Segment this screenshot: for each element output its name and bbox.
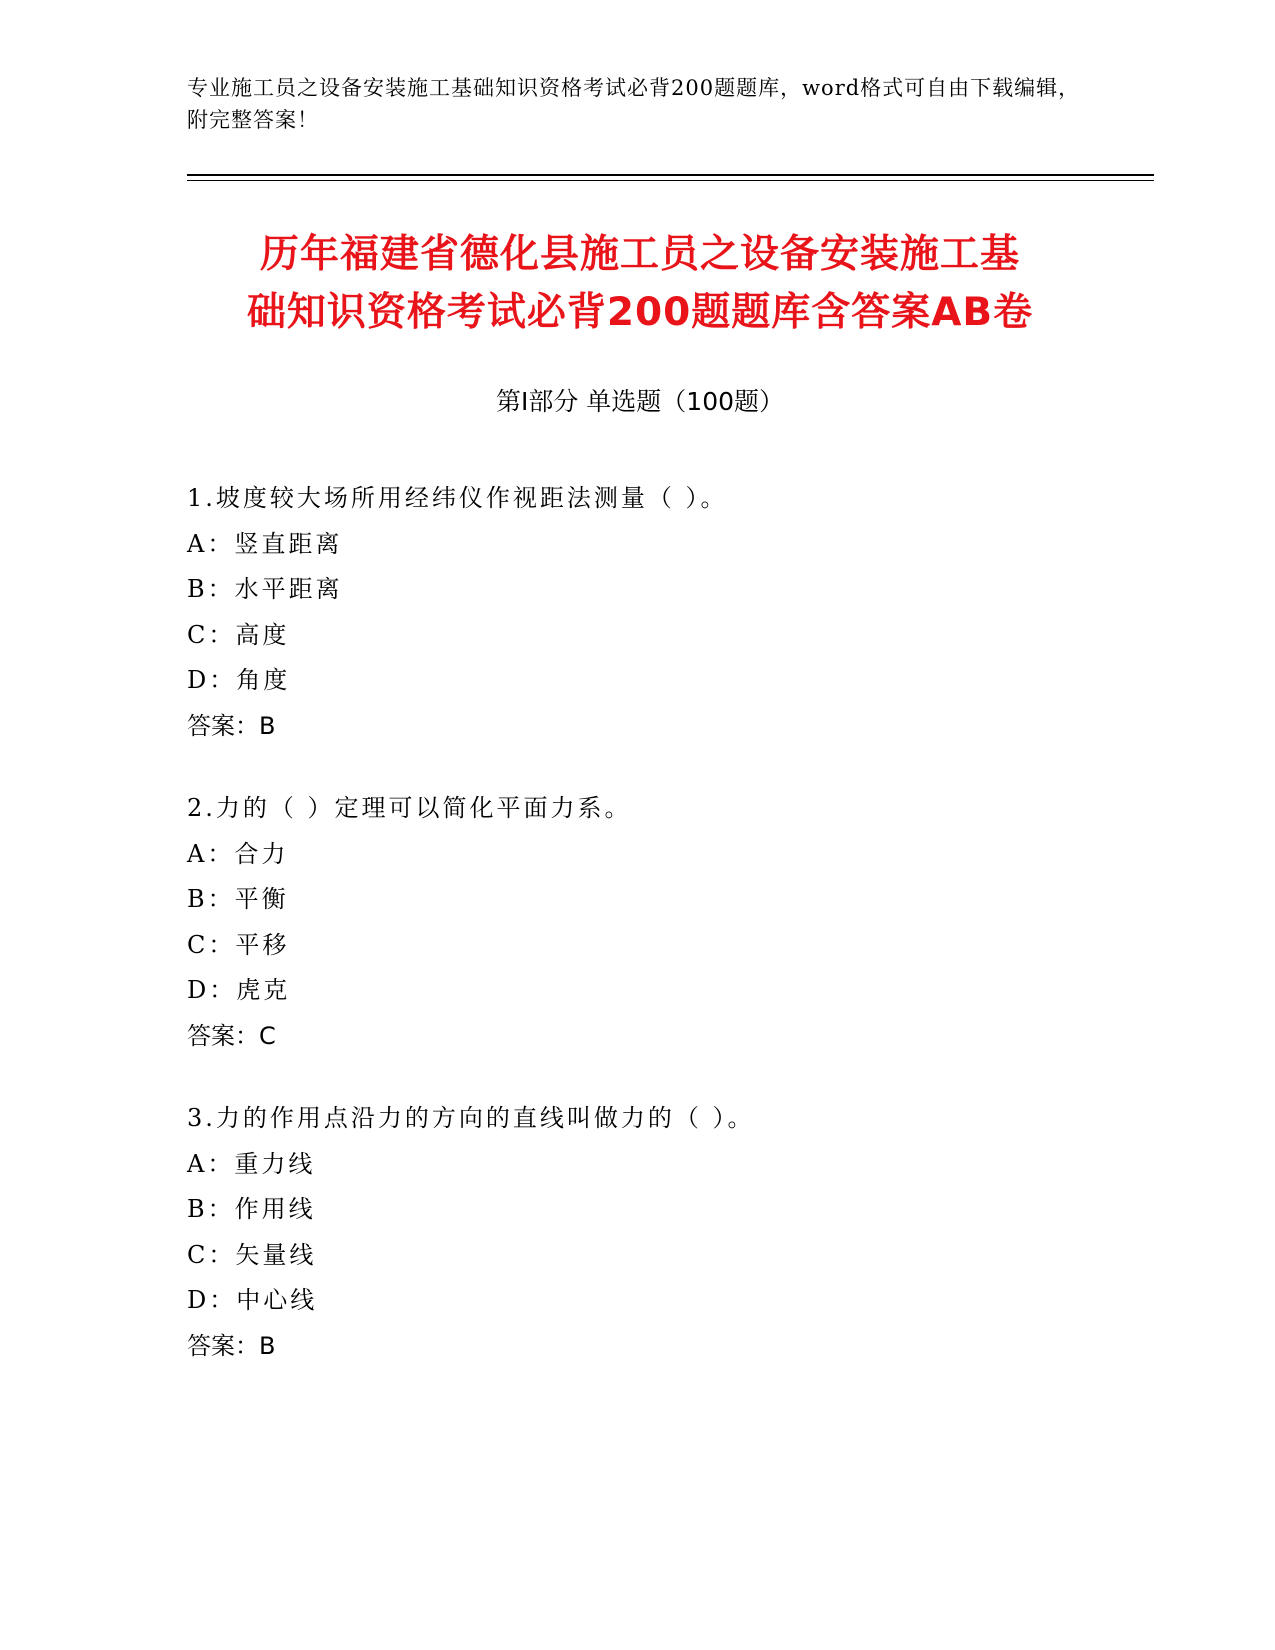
question-stem: 2.力的（ ）定理可以简化平面力系。 [187, 794, 632, 822]
option-c: C：平移 [187, 930, 290, 959]
header-divider-thin [187, 180, 1154, 181]
option-c: C：矢量线 [187, 1240, 317, 1269]
question-1 [187, 476, 1147, 749]
document-title [160, 226, 1120, 342]
question-2 [187, 786, 1147, 1059]
question-list [187, 476, 1147, 1406]
answer: 答案：B [187, 1331, 276, 1360]
header-divider-thick [187, 174, 1154, 176]
option-d: D：角度 [187, 666, 291, 694]
answer: 答案：C [187, 1021, 276, 1050]
option-a: A：重力线 [187, 1149, 316, 1178]
option-d: D：虎克 [187, 976, 291, 1004]
header-note: 专业施工员之设备安装施工基础知识资格考试必背200题题库，word格式可自由下载编辑，附完整答案！ [187, 76, 1081, 132]
option-b: B：作用线 [187, 1195, 316, 1223]
option-c: C：高度 [187, 620, 290, 649]
option-a: A：合力 [187, 839, 289, 868]
option-a: A：竖直距离 [187, 529, 343, 558]
question-stem: 1.坡度较大场所用经纬仪作视距法测量（ ）。 [187, 484, 728, 512]
option-d: D：中心线 [187, 1286, 318, 1314]
document-title-line-1: 历年福建省德化县施工员之设备安装施工基 [259, 232, 1020, 277]
option-b: B：水平距离 [187, 575, 343, 603]
question-3 [187, 1096, 1147, 1369]
option-b: B：平衡 [187, 885, 289, 913]
document-title-line-2: 础知识资格考试必背200题题库含答案AB卷 [246, 290, 1034, 335]
question-stem: 3.力的作用点沿力的方向的直线叫做力的（ ）。 [187, 1104, 755, 1132]
section-title: 第Ⅰ部分 单选题（100题） [495, 387, 785, 416]
answer: 答案：B [187, 711, 276, 740]
